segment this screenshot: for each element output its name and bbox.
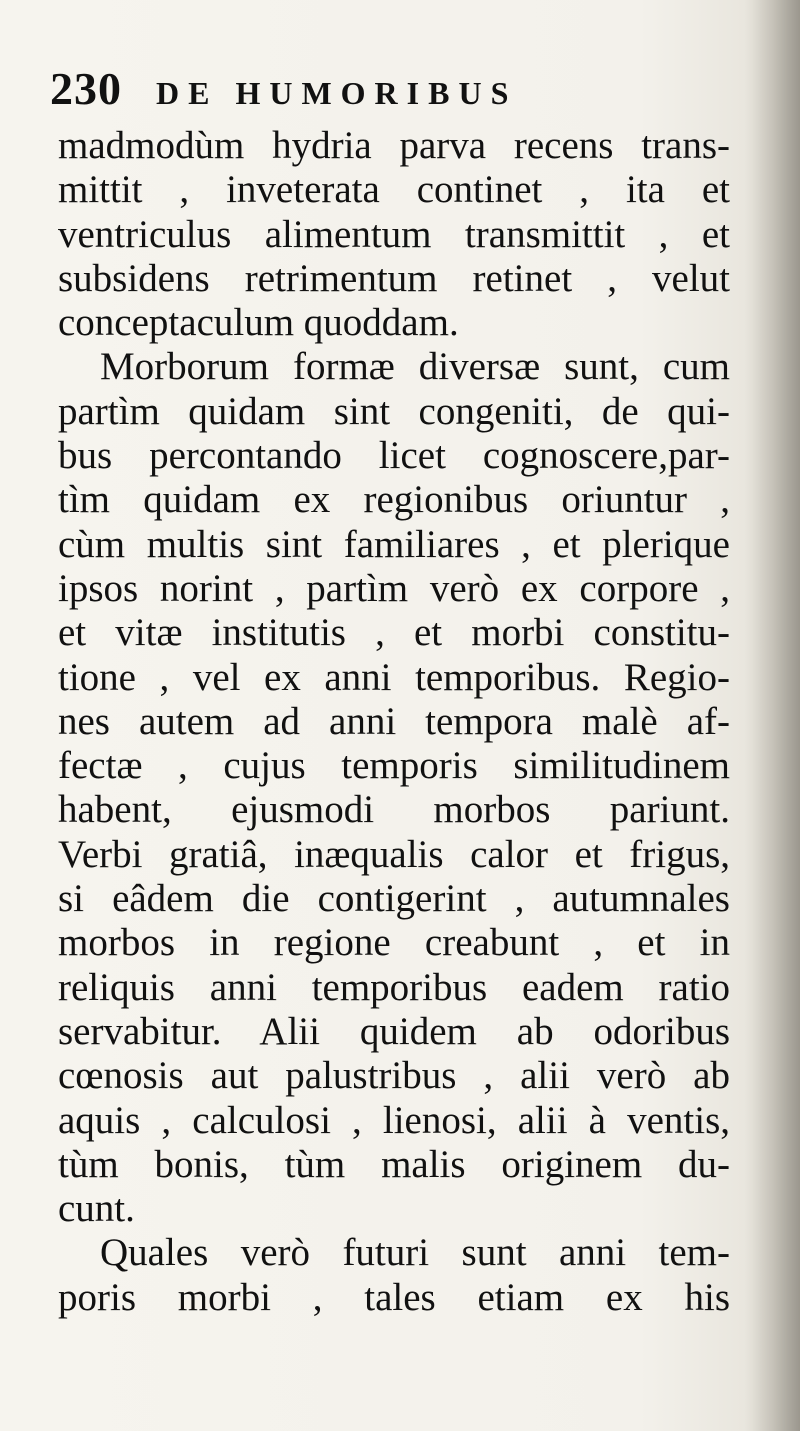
text-line: Verbi gratiâ, inæqualis calor et frigus, [58,832,730,876]
text-line: madmodùm hydria parva recens trans- [58,124,730,167]
text-line: aquis , calculosi , lienosi, alii à ventis, [58,1098,730,1142]
page-edge-shadow [752,0,800,1431]
text-line: si eâdem die contigerint , autumnales [58,877,730,921]
running-title: DE HUMORIBUS [156,75,518,111]
text-line: conceptaculum quoddam. [58,301,459,345]
paragraph-start-line: Quales verò futuri sunt anni tem- [100,1231,730,1275]
text-line: morbos in regione creabunt , et in [58,921,730,965]
text-line: fectæ , cujus temporis similitudinem [58,744,730,788]
text-line: servabitur. Alii quidem ab odoribus [58,1009,730,1053]
text-line: poris morbi , tales etiam ex his [58,1275,730,1319]
text-line: partìm quidam sint congeniti, de qui- [58,389,730,433]
text-line: ventriculus alimentum transmittit , et [58,212,730,256]
text-line: reliquis anni temporibus eadem ratio [58,965,730,1009]
paragraph-start-line: Morborum formæ diversæ sunt, cum [100,345,730,389]
body-text [58,124,730,1320]
text-line: tione , vel ex anni temporibus. Regio- [58,655,730,699]
text-line: tìm quidam ex regionibus oriuntur , [58,478,730,522]
text-line: et vitæ institutis , et morbi constitu- [58,611,730,655]
text-line: bus percontando licet cognoscere,par- [58,434,730,478]
page-number: 230 [50,63,122,114]
text-line: cùm multis sint familiares , et plerique [58,522,730,566]
text-line: nes autem ad anni tempora malè af- [58,699,730,743]
text-line: habent, ejusmodi morbos pariunt. [58,788,730,832]
text-line: cœnosis aut palustribus , alii verò ab [58,1054,730,1098]
text-line: tùm bonis, tùm malis originem du- [58,1142,730,1186]
text-line: ipsos norint , partìm verò ex corpore , [58,566,730,610]
page-header [50,62,650,118]
text-line: cunt. [58,1187,135,1231]
text-line: mittit , inveterata continet , ita et [58,168,730,212]
text-line: subsidens retrimentum retinet , velut [58,256,730,300]
